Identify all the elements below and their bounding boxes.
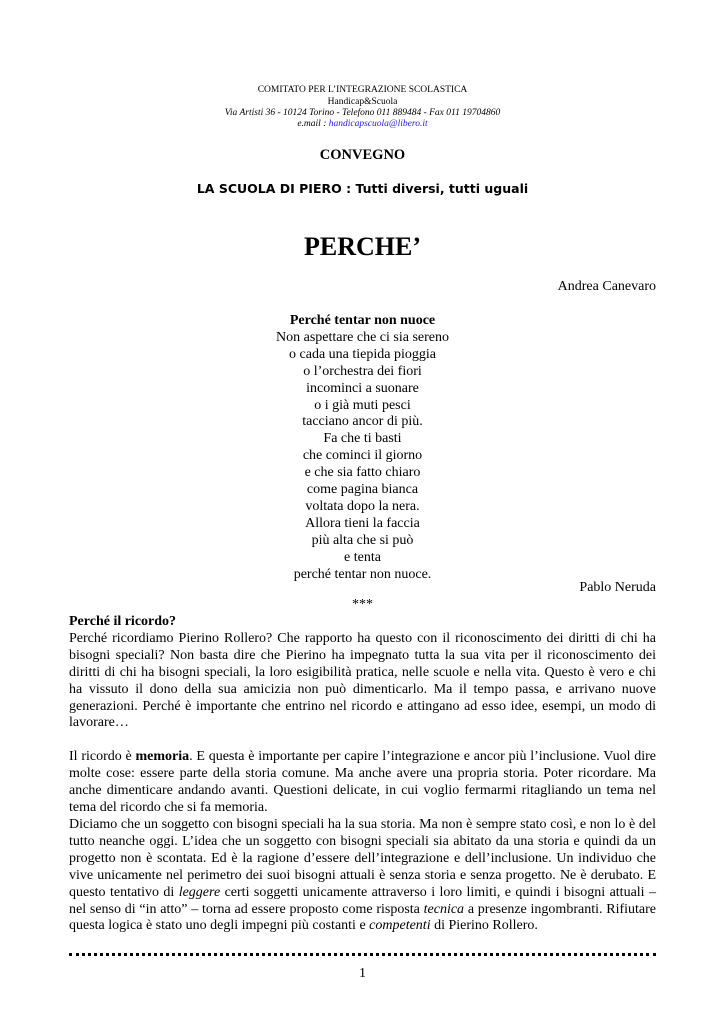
header-subtitle: Handicap&Scuola bbox=[327, 97, 398, 107]
header-email-label: e.mail : bbox=[297, 119, 329, 129]
article-author: Andrea Canevaro bbox=[557, 279, 656, 294]
poem-line: e che sia fatto chiaro bbox=[304, 465, 421, 481]
header-organization: COMITATO PER L’INTEGRAZIONE SCOLASTICA bbox=[257, 85, 468, 95]
bold-term: memoria bbox=[135, 749, 190, 765]
poem-line: e tenta bbox=[344, 549, 381, 565]
footer-dotted-rule bbox=[69, 953, 656, 956]
text-run: Il ricordo è bbox=[69, 749, 136, 765]
text-run: certi soggetti unicamente attraverso i loro limiti, e quindi i bisogni attuali – nel senso di “in atto” – torna ad essere proposto come risposta bbox=[69, 884, 656, 917]
conference-subtitle: LA SCUOLA DI PIERO : Tutti diversi, tutti uguali bbox=[196, 181, 529, 196]
paragraph bbox=[69, 817, 656, 935]
poem-line: voltata dopo la nera. bbox=[305, 498, 420, 514]
italic-term: competenti bbox=[369, 918, 431, 934]
text-run: a presenze ingombranti. Rifiutare questa logica è stato uno degli impegni più costanti e bbox=[69, 901, 656, 934]
poem-line: come pagina bianca bbox=[306, 482, 419, 498]
text-run: . E questa è importante per capire l’integrazione e ancor più l’inclusione. Vuol dire molte cose: essere parte della storia comune. Ma anche avere una propria storia. Poter ricordare. Ma anche dimenticare andando avanti. Questioni delicate, in cui voglio fermarmi ritagliando un tema nel tema del ricordo che si fa memoria. bbox=[69, 749, 656, 816]
section-separator: *** bbox=[352, 597, 373, 612]
poem-line: Fa che ti basti bbox=[323, 431, 402, 447]
page-title: PERCHE’ bbox=[304, 232, 421, 261]
text-run: di Pierino Rollero. bbox=[430, 918, 538, 934]
poem-line: che cominci il giorno bbox=[302, 448, 423, 464]
poem-line: perché tentar non nuoce. bbox=[293, 566, 432, 582]
poem-line: o i già muti pesci bbox=[314, 397, 411, 413]
poem-line: Allora tieni la faccia bbox=[305, 515, 420, 531]
convegno-heading: CONVEGNO bbox=[319, 147, 406, 163]
paragraph-gap bbox=[69, 732, 656, 749]
poem-line: o l’orchestra dei fiori bbox=[303, 363, 422, 379]
email-link[interactable]: handicapscuola@libero.it bbox=[328, 119, 428, 129]
poem-line: incominci a suonare bbox=[306, 380, 419, 396]
paragraph: Perché ricordiamo Pierino Rollero? Che rapporto ha questo con il riconoscimento dei diritti di chi ha bisogni speciali? Non basta dire che Pierino ha impegnato tutta la sua vita per il riconoscimento dei diritti di chi ha bisogni speciali, la loro esigibilità pratica, nelle scuole e nella vita. Questo è vero e chi ha vissuto il dono della sua amicizia non può dimenticarlo. Ma il tempo passa, e arrivano nuove generazioni. Perché è importante che entrino nel ricordo e attingano ad esso idee, esempi, un modo di lavorare… bbox=[69, 630, 656, 731]
poem-author: Pablo Neruda bbox=[579, 580, 656, 595]
text-run: Diciamo che un soggetto con bisogni speciali ha la sua storia. Ma non è sempre stato così, e non lo è del tutto neanche oggi. L’idea che un soggetto con bisogni speciali sia abitato da una storia e quindi da un progetto non è scontata. Ed è la ragione d’essere dell’integrazione e dell’inclusione. Un individuo che vive unicamente nel perimetro dei suoi bisogni attuali è senza storia e senza progetto. Ne è derubato. E questo tentativo di bbox=[69, 816, 656, 900]
body-text bbox=[69, 614, 656, 935]
page-number: 1 bbox=[359, 966, 366, 981]
poem-line: Non aspettare che ci sia sereno bbox=[276, 329, 449, 345]
italic-term: leggere bbox=[178, 884, 221, 900]
section-heading: Perché il ricordo? bbox=[69, 614, 177, 629]
header-address: Via Artisti 36 - 10124 Torino - Telefono 011 889484 - Fax 011 19704860 bbox=[224, 108, 501, 118]
italic-term: tecnica bbox=[423, 901, 465, 917]
paragraph bbox=[69, 749, 656, 817]
poem-line: tacciano ancor di più. bbox=[302, 414, 423, 430]
header-email-line bbox=[0, 119, 725, 130]
poem-line: o cada una tiepida pioggia bbox=[289, 346, 436, 362]
poem-title: Perché tentar non nuoce bbox=[289, 313, 436, 328]
poem-line: più alta che si può bbox=[311, 532, 414, 548]
poem bbox=[0, 313, 725, 584]
